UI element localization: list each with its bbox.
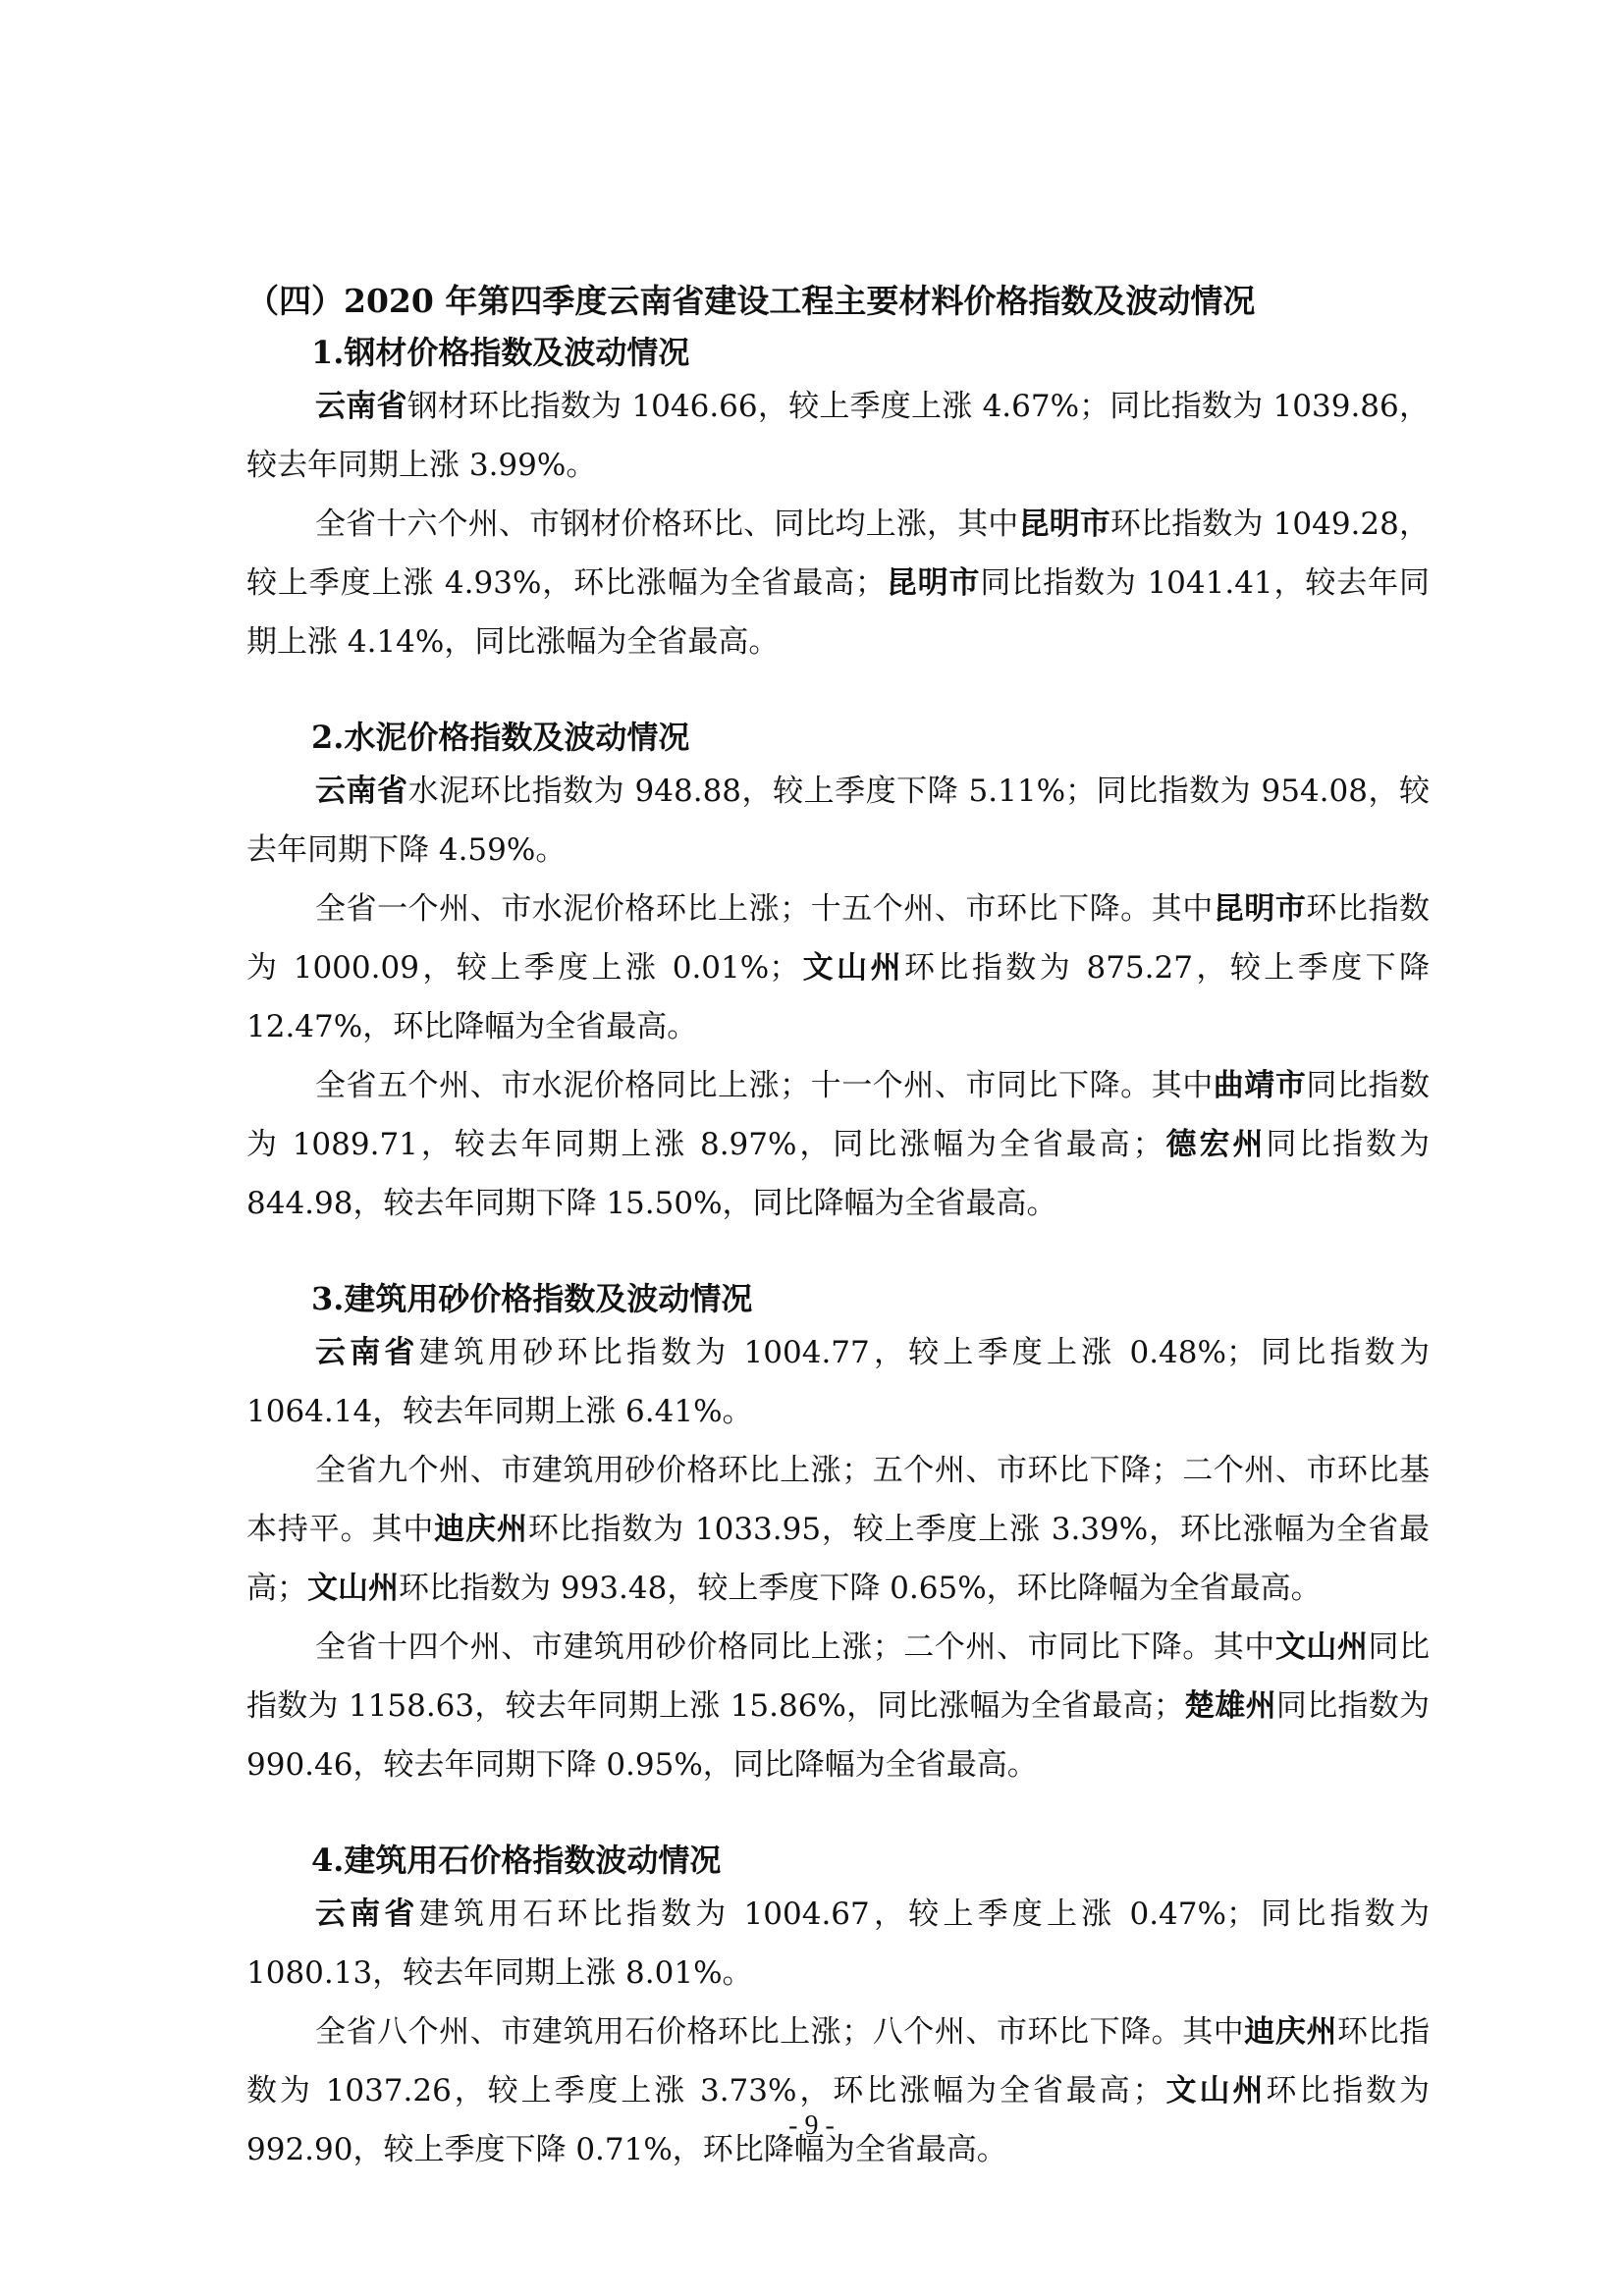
paragraph-text: 同比指数为 844.98，较去年同期下降 15.50%，同比降幅为全省最高。	[246, 1127, 1431, 1221]
paragraph-text: 环比指数为 1000.09，较上季度上涨 0.01%；	[246, 891, 1431, 986]
region-name: 文山州	[799, 950, 904, 986]
region-name: 昆明市	[1213, 891, 1307, 927]
body-paragraph	[246, 1056, 1430, 1233]
section-2	[246, 713, 1430, 1233]
body-paragraph	[246, 1618, 1430, 1794]
region-name: 昆明市	[885, 565, 981, 601]
paragraph-text: 建筑用石环比指数为 1004.67，较上季度上涨 0.47%；同比指数为 1080.13，较去年同期上涨 8.01%。	[246, 1896, 1430, 1991]
body-paragraph	[246, 880, 1430, 1056]
section-heading: 4.建筑用石价格指数波动情况	[311, 1842, 722, 1879]
page-number: - 9 -	[788, 2110, 835, 2141]
paragraph-text: 同比指数为 1089.71，较去年同期上涨 8.97%，同比涨幅为全省最高；	[246, 1068, 1431, 1162]
region-name: 昆明市	[1018, 507, 1110, 542]
paragraph-text: 全省一个州、市水泥价格环比上涨；十五个州、市环比下降。其中	[315, 891, 1214, 927]
section-3	[246, 1274, 1430, 1794]
sections-container	[246, 328, 1430, 2179]
paragraph-text: 同比指数为 990.46，较去年同期下降 0.95%，同比降幅为全省最高。	[246, 1688, 1430, 1783]
page-content	[246, 277, 1430, 2179]
paragraph-text: 水泥环比指数为 948.88，较上季度下降 5.11%；同比指数为 954.08，较去年同期下降 4.59%。	[246, 774, 1431, 868]
paragraph-text: 同比指数为 1158.63，较去年同期上涨 15.86%，同比涨幅为全省最高；	[246, 1629, 1431, 1724]
region-name: 楚雄州	[1183, 1688, 1276, 1724]
paragraph-text: 全省九个州、市建筑用砂价格环比上涨；五个州、市环比下降；二个州、市环比基本持平。其中	[246, 1453, 1430, 1547]
paragraph-text: 建筑用砂环比指数为 1004.77，较上季度上涨 0.48%；同比指数为 1064.14，较去年同期上涨 6.41%。	[246, 1335, 1430, 1429]
document-title: （四）2020 年第四季度云南省建设工程主要材料价格指数及波动情况	[246, 282, 1256, 320]
paragraph-text: 钢材环比指数为 1046.66，较上季度上涨 4.67%；同比指数为 1039.86，较去年同期上涨 3.99%。	[246, 389, 1430, 483]
region-name: 文山州	[1163, 2073, 1267, 2109]
region-name: 文山州	[307, 1571, 399, 1606]
paragraph-text: 全省十四个州、市建筑用砂价格同比上涨；二个州、市同比下降。其中	[315, 1629, 1275, 1665]
body-paragraph	[246, 2002, 1430, 2179]
region-name: 文山州	[1274, 1629, 1369, 1665]
body-paragraph	[246, 377, 1430, 495]
region-name: 云南省	[315, 1335, 419, 1370]
paragraph-text: 环比指数为 875.27，较上季度下降 12.47%，环比降幅为全省最高。	[246, 950, 1431, 1044]
body-paragraph	[246, 1323, 1430, 1441]
paragraph-text: 同比指数为 1041.41，较去年同期上涨 4.14%，同比涨幅为全省最高。	[246, 565, 1430, 660]
body-paragraph	[246, 1441, 1430, 1618]
paragraph-text: 全省十六个州、市钢材价格环比、同比均上涨，其中	[315, 507, 1019, 542]
section-1	[246, 328, 1430, 671]
region-name: 迪庆州	[1244, 2014, 1337, 2050]
section-heading: 2.水泥价格指数及波动情况	[311, 719, 690, 756]
paragraph-text: 环比指数为 1049.28，较上季度上涨 4.93%，环比涨幅为全省最高；	[246, 507, 1431, 601]
paragraph-text: 全省八个州、市建筑用石价格环比上涨；八个州、市环比下降。其中	[315, 2014, 1245, 2050]
section-spacer	[246, 1233, 1430, 1274]
region-name: 德宏州	[1163, 1127, 1267, 1162]
region-name: 云南省	[315, 774, 408, 809]
section-spacer	[246, 1794, 1430, 1836]
paragraph-text: 环比指数为 993.48，较上季度下降 0.65%，环比降幅为全省最高。	[399, 1571, 1322, 1606]
section-spacer	[246, 671, 1430, 713]
region-name: 曲靖市	[1213, 1068, 1307, 1103]
body-paragraph	[246, 762, 1430, 880]
body-paragraph	[246, 495, 1430, 671]
paragraph-text: 环比指数为 1033.95，较上季度上涨 3.39%，环比涨幅为全省最高；	[246, 1512, 1430, 1606]
section-heading: 1.钢材价格指数及波动情况	[311, 334, 690, 371]
paragraph-text: 全省五个州、市水泥价格同比上涨；十一个州、市同比下降。其中	[315, 1068, 1214, 1103]
region-name: 云南省	[315, 1896, 419, 1932]
body-paragraph	[246, 1885, 1430, 2002]
paragraph-text: 环比指数为 992.90，较上季度下降 0.71%，环比降幅为全省最高。	[246, 2073, 1431, 2167]
paragraph-text: 环比指数为 1037.26，较上季度上涨 3.73%，环比涨幅为全省最高；	[246, 2014, 1431, 2109]
region-name: 迪庆州	[434, 1512, 528, 1547]
region-name: 云南省	[315, 389, 407, 424]
section-heading: 3.建筑用砂价格指数及波动情况	[311, 1280, 753, 1317]
